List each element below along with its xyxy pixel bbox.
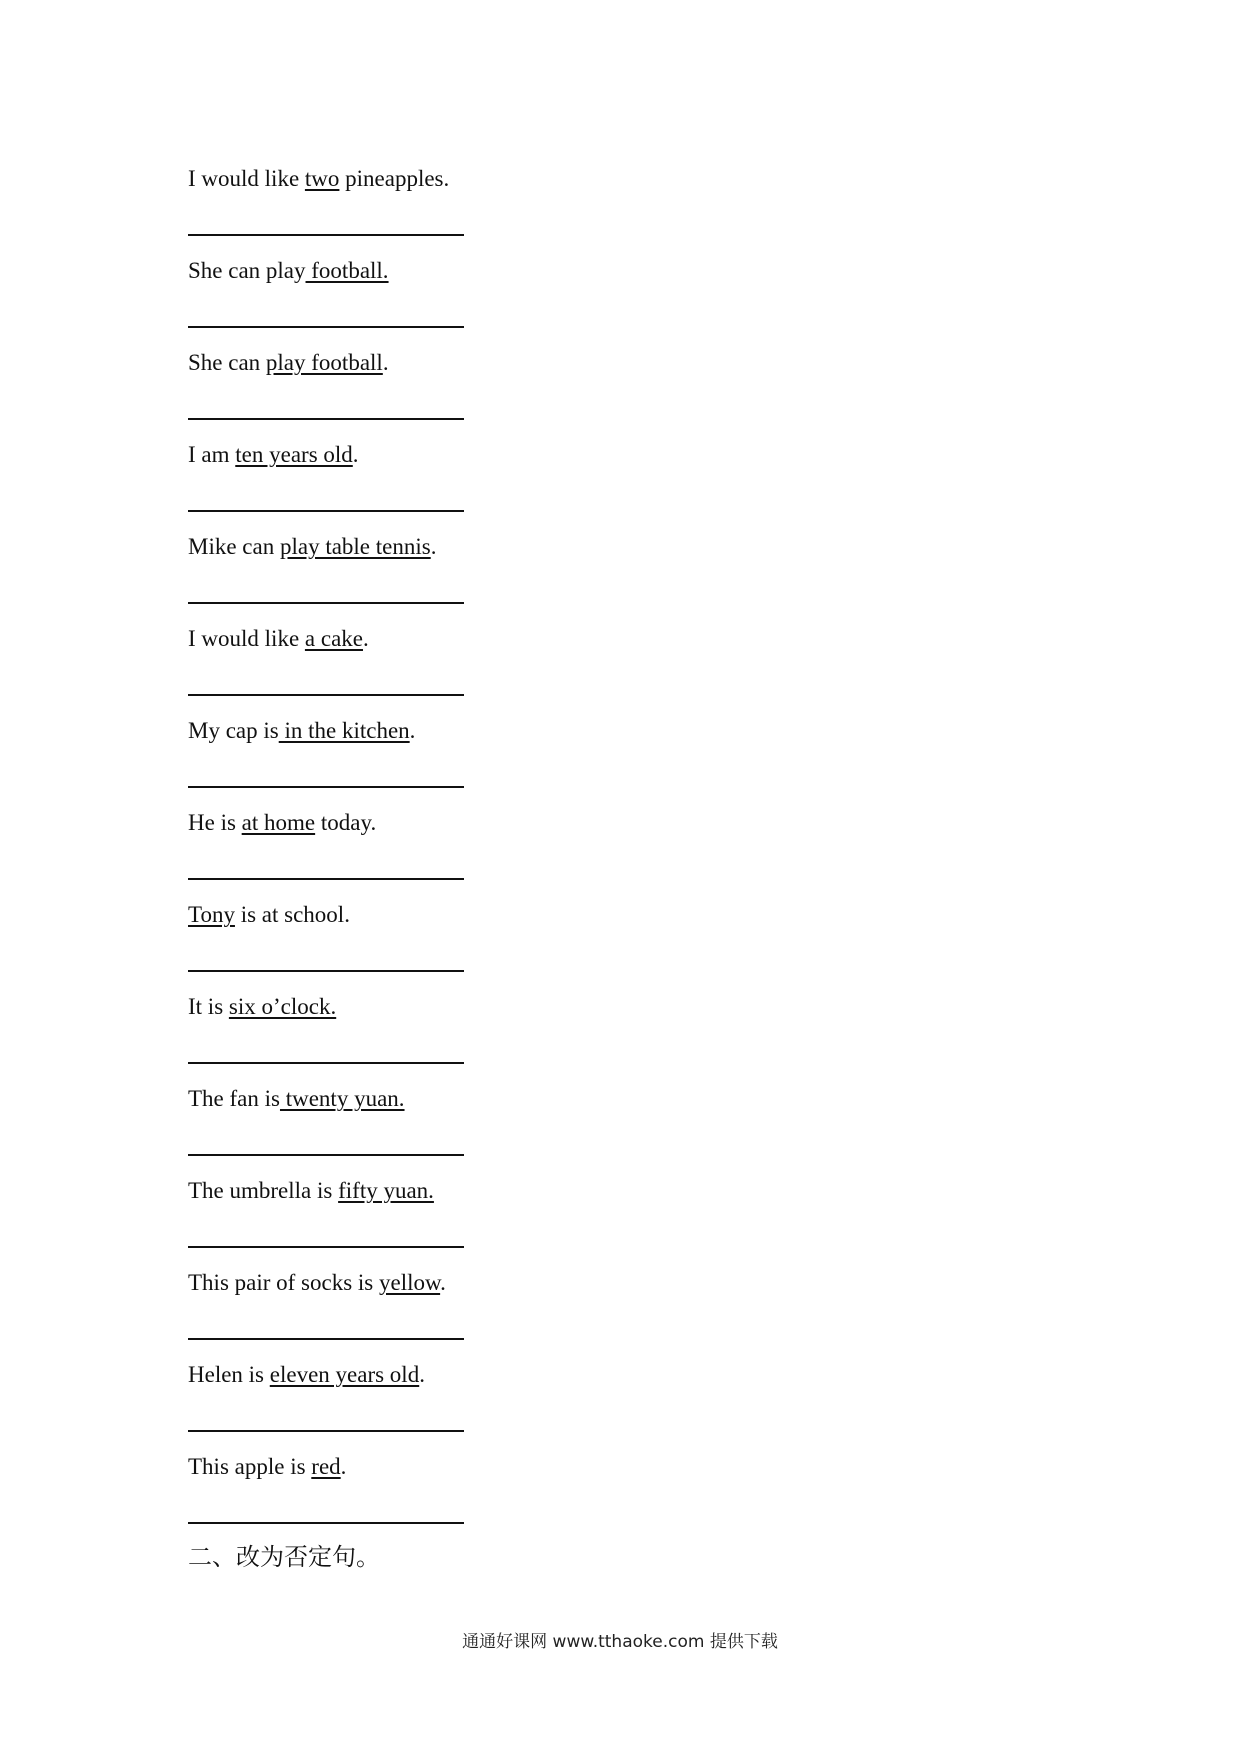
answer-blank-line[interactable] [188, 1522, 464, 1524]
exercise-sentence [188, 809, 376, 837]
answer-blank-line[interactable] [188, 786, 464, 788]
sentence-text: pineapples. [339, 166, 450, 191]
exercise-item [188, 615, 748, 707]
sentence-text: I am [188, 442, 236, 467]
underlined-part: ten years old [235, 442, 353, 467]
underlined-part: yellow [379, 1270, 441, 1295]
exercise-item [188, 339, 748, 431]
underlined-part: in the kitchen [278, 718, 410, 743]
exercise-item [188, 155, 748, 247]
sentence-text: . [440, 1270, 446, 1295]
exercise-item [188, 523, 748, 615]
answer-blank-line[interactable] [188, 1154, 464, 1156]
section-heading: 二、改为否定句。 [188, 1543, 380, 1571]
exercise-item [188, 799, 748, 891]
sentence-text: My cap is [188, 718, 279, 743]
exercise-sentence [188, 349, 389, 377]
exercise-sentence [188, 165, 449, 193]
exercise-sentence [188, 625, 369, 653]
sentence-text: The fan is [188, 1086, 280, 1111]
exercise-item [188, 707, 748, 799]
answer-blank-line[interactable] [188, 878, 464, 880]
answer-blank-line[interactable] [188, 970, 464, 972]
sentence-text: He is [188, 810, 242, 835]
exercise-sentence [188, 1085, 405, 1113]
exercise-sentence [188, 1453, 346, 1481]
underlined-part: at home [241, 810, 316, 835]
exercise-item [188, 247, 748, 339]
exercise-sentence [188, 533, 436, 561]
exercise-sentence [188, 257, 389, 285]
exercise-item [188, 431, 748, 523]
answer-blank-line[interactable] [188, 1246, 464, 1248]
answer-blank-line[interactable] [188, 234, 464, 236]
sentence-text: This apple is [188, 1454, 312, 1479]
exercise-sentence [188, 717, 415, 745]
sentence-text: . [352, 442, 359, 467]
answer-blank-line[interactable] [188, 1430, 464, 1432]
sentence-text: . [340, 1454, 347, 1479]
underlined-part: red [311, 1454, 341, 1479]
exercise-item [188, 1167, 748, 1259]
sentence-text: I would like [188, 166, 305, 191]
underlined-part: twenty yuan. [279, 1086, 405, 1111]
sentence-text: . [419, 1362, 425, 1387]
answer-blank-line[interactable] [188, 1062, 464, 1064]
exercise-item [188, 1443, 748, 1535]
underlined-part: Tony [188, 902, 235, 927]
answer-blank-line[interactable] [188, 602, 464, 604]
sentence-text: . [363, 626, 369, 651]
underlined-part: six o’clock. [228, 994, 337, 1019]
exercise-item [188, 891, 748, 983]
underlined-part: two [304, 166, 340, 191]
exercise-sentence [188, 441, 359, 469]
underlined-part: eleven years old [269, 1362, 420, 1387]
sentence-text: today. [315, 810, 377, 835]
underlined-part: play table tennis [279, 534, 431, 559]
answer-blank-line[interactable] [188, 326, 464, 328]
sentence-text: It is [188, 994, 229, 1019]
sentence-text: She can [188, 350, 266, 375]
sentence-text: I would like [188, 626, 305, 651]
answer-blank-line[interactable] [188, 510, 464, 512]
sentence-text: is at school. [234, 902, 350, 927]
sentence-text: . [382, 350, 389, 375]
exercise-sentence [188, 1361, 425, 1389]
exercise-item [188, 983, 748, 1075]
sentence-text: She can play [188, 258, 306, 283]
underlined-part: a cake [304, 626, 363, 651]
sentence-text: Mike can [188, 534, 280, 559]
exercise-item [188, 1259, 748, 1351]
exercise-item [188, 1075, 748, 1167]
underlined-part: football. [305, 258, 389, 283]
exercise-sentence [188, 1269, 446, 1297]
answer-blank-line[interactable] [188, 418, 464, 420]
footer-watermark: 通通好课网 www.tthaoke.com 提供下载 [462, 1632, 778, 1652]
answer-blank-line[interactable] [188, 1338, 464, 1340]
underlined-part: play football [265, 350, 383, 375]
sentence-text: The umbrella is [188, 1178, 339, 1203]
exercise-sentence [188, 1177, 434, 1205]
sentence-text: . [409, 718, 416, 743]
exercise-item [188, 1351, 748, 1443]
exercise-sentence [188, 901, 350, 929]
sentence-text: . [430, 534, 437, 559]
exercise-sentence [188, 993, 336, 1021]
underlined-part: fifty yuan. [338, 1178, 434, 1203]
exercise-list [188, 155, 748, 1535]
sentence-text: This pair of socks is [188, 1270, 380, 1295]
sentence-text: Helen is [188, 1362, 270, 1387]
answer-blank-line[interactable] [188, 694, 464, 696]
